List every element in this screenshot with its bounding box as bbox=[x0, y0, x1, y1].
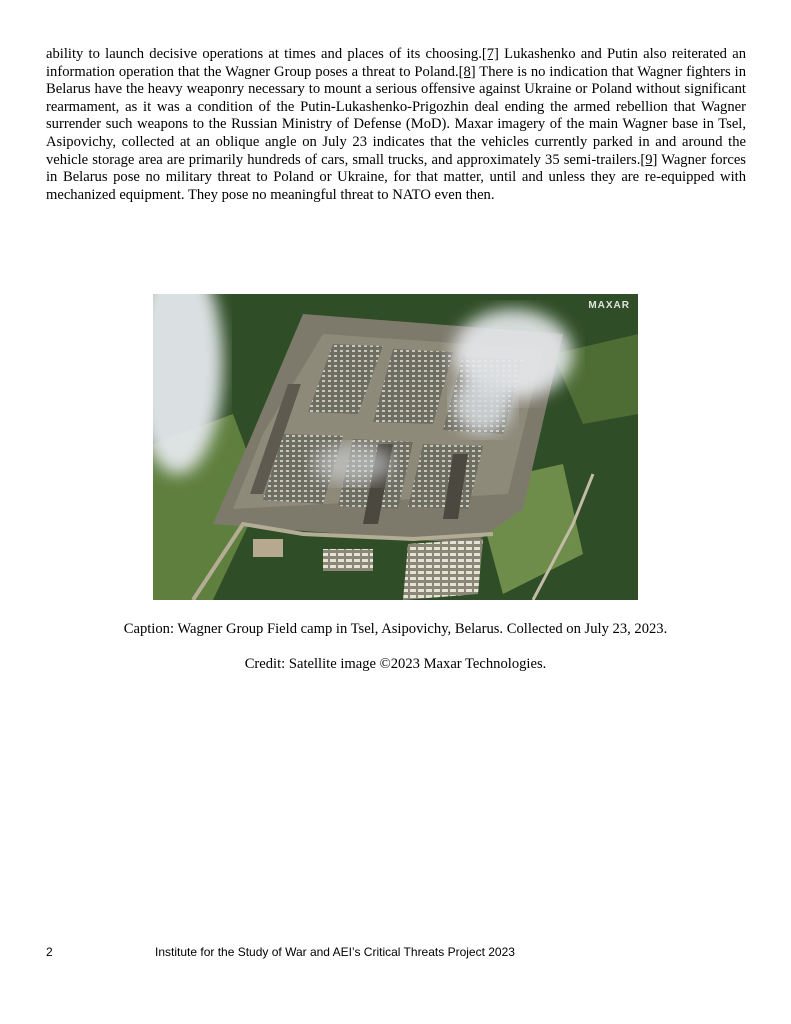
body-paragraph bbox=[46, 46, 746, 204]
paragraph-sentence: Lukashenko and Putin also reiterated an information operation that the Wagner Group poses a threat to Poland. bbox=[46, 46, 746, 80]
page-number: 2 bbox=[46, 945, 53, 959]
footnote-link-9[interactable]: [9] bbox=[640, 151, 658, 168]
image-credit: Credit: Satellite image ©2023 Maxar Technologies. bbox=[244, 656, 547, 672]
footnote-link-8[interactable]: [8] bbox=[458, 63, 476, 80]
footer-text: Institute for the Study of War and AEI’s Critical Threats Project 2023 bbox=[155, 945, 515, 959]
footnote-link-7[interactable]: [7] bbox=[481, 46, 499, 62]
paragraph-sentence: Wagner forces in Belarus pose no military threat to Poland or Ukraine, for that matter, until and unless they are re-equipped with mechanized equipment. They pose no meaningful threat to NATO even then. bbox=[46, 151, 746, 203]
satellite-image-graphic bbox=[153, 294, 638, 600]
maxar-watermark: MAXAR bbox=[588, 300, 630, 311]
image-caption: Caption: Wagner Group Field camp in Tsel, Asipovichy, Belarus. Collected on July 23, 2023. bbox=[123, 621, 668, 637]
satellite-image bbox=[153, 294, 638, 600]
paragraph-sentence: There is no indication that Wagner fighters in Belarus have the heavy weaponry necessary to mount a serious offensive against Ukraine or Poland without significant rearmament, as it was a condition of the Putin-Lukashenko-Prigozhin deal ending the armed rebellion that Wagner surrender such weapons to the Russian Ministry of Defense (MoD). Maxar imagery of the main Wagner base in Tsel, Asipovichy, collected at an oblique angle on July 23 indicates that the vehicles currently parked in and around the vehicle storage area are primarily hundreds of cars, small trucks, and approximately 35 semi-trailers. bbox=[46, 63, 746, 168]
paragraph-sentence: ability to launch decisive operations at times and places of its choosing. bbox=[46, 46, 482, 62]
